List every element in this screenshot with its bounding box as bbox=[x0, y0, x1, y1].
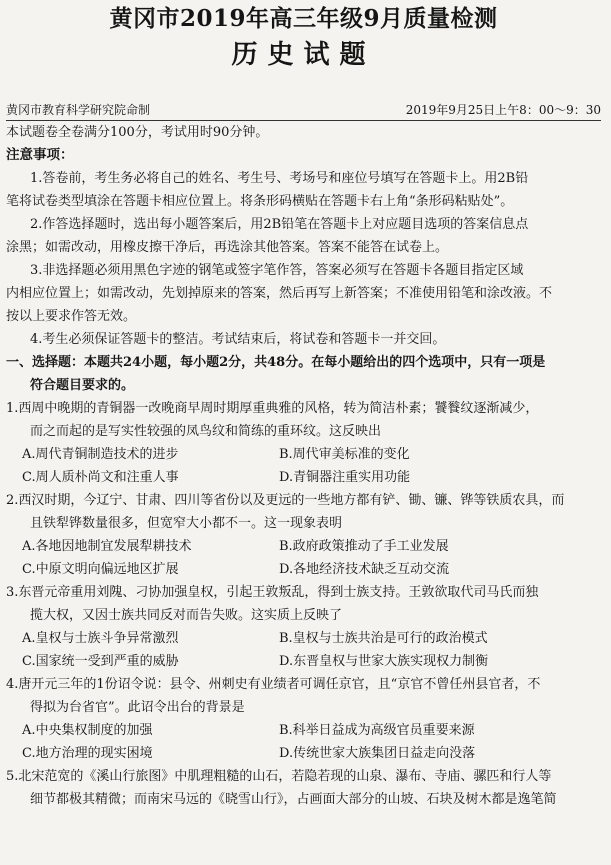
notice-line: 笔将试卷类型填涂在答题卡相应位置上。将条形码横贴在答题卡右上角“条形码粘贴处”。 bbox=[6, 194, 514, 209]
option-c: C.中原文明向偏远地区扩展 bbox=[22, 562, 179, 577]
section-heading-cont: 符合题目要求的。 bbox=[30, 378, 135, 393]
option-row bbox=[6, 558, 601, 581]
option-row bbox=[6, 535, 601, 558]
option-row bbox=[6, 466, 601, 489]
option-row bbox=[6, 650, 601, 673]
option-c: C.国家统一受到严重的威胁 bbox=[22, 654, 179, 669]
option-b: B.周代审美标准的变化 bbox=[279, 447, 410, 462]
option-b: B.皇权与士族共治是可行的政治模式 bbox=[279, 631, 488, 646]
option-c: C.地方治理的现实困境 bbox=[22, 746, 153, 761]
option-d: D.传统世家大族集团日益走向没落 bbox=[279, 746, 476, 761]
question-stem: 而之而起的是写实性较强的凤鸟纹和简练的重环纹。这反映出 bbox=[30, 424, 382, 439]
notice-line: 涂黑；如需改动，用橡皮擦干净后，再选涂其他答案。答案不能答在试卷上。 bbox=[6, 240, 449, 255]
question-stem: 细节都极其精微；而南宋马远的《晓雪山行》，占画面大部分的山坡、石块及树木都是逸笔简 bbox=[30, 792, 557, 807]
question-stem: 1.西周中晚期的青铜器一改晚商早周时期厚重典雅的风格，转为简洁朴素；饕餮纹逐渐减少， bbox=[6, 401, 539, 416]
option-b: B.科举日益成为高级官员重要来源 bbox=[279, 723, 475, 738]
question-stem: 2.西汉时期，今辽宁、甘肃、四川等省份以及更远的一些地方都有铲、锄、镰、铧等铁质农具，而 bbox=[6, 493, 565, 508]
notice-line: 4.考生必须保证答题卡的整洁。考试结束后，将试卷和答题卡一并交回。 bbox=[30, 332, 446, 347]
option-row bbox=[6, 719, 601, 742]
question-stem: 得拟为台省官”。此诏令出台的背景是 bbox=[30, 700, 245, 715]
exam-datetime: 2019年9月25日上午8：00～9：30 bbox=[405, 103, 601, 117]
option-row bbox=[6, 627, 601, 650]
question-stem: 揽大权，又因士族共同反对而告失败。这实质上反映了 bbox=[30, 608, 343, 623]
option-d: D.青铜器注重实用功能 bbox=[279, 470, 411, 485]
option-row bbox=[6, 443, 601, 466]
option-c: C.周人质朴尚文和注重人事 bbox=[22, 470, 179, 485]
option-d: D.东晋皇权与世家大族实现权力制衡 bbox=[279, 654, 489, 669]
intro-text: 本试题卷全卷满分100分，考试用时90分钟。 bbox=[6, 125, 269, 140]
question-stem: 4.唐开元三年的1份诏令说：县令、州刺史有业绩者可调任京官，且“京官不曾任州县官者，不 bbox=[6, 677, 541, 692]
option-a: A.皇权与士族斗争异常激烈 bbox=[22, 631, 179, 646]
option-b: B.政府政策推动了手工业发展 bbox=[279, 539, 449, 554]
notice-line: 2.作答选择题时，选出每小题答案后，用2B铅笔在答题卡上对应题目选项的答案信息点 bbox=[30, 217, 529, 232]
option-d: D.各地经济技术缺乏互动交流 bbox=[279, 562, 450, 577]
exam-title: 黄冈市2019年高三年级9月质量检测 bbox=[109, 5, 498, 32]
notice-line: 1.答卷前，考生务必将自己的姓名、考生号、考场号和座位号填写在答题卡上。用2B铅 bbox=[30, 171, 529, 186]
option-a: A.各地因地制宜发展犁耕技术 bbox=[22, 539, 192, 554]
option-row bbox=[6, 742, 601, 765]
question-stem: 5.北宋范宽的《溪山行旅图》中肌理粗糙的山石，若隐若现的山泉、瀑布、寺庙、骡匹和行人等 bbox=[6, 769, 552, 784]
author-label: 黄冈市教育科学研究院命制 bbox=[6, 103, 151, 117]
question-stem: 3.东晋元帝重用刘隗、刁协加强皇权，引起王敦叛乱，得到士族支持。王敦欲取代司马氏而独 bbox=[6, 585, 539, 600]
question-stem: 且铁犁铧数量很多，但宽窄大小都不一。这一现象表明 bbox=[30, 516, 343, 531]
notice-line: 3.非选择题必须用黑色字迹的钢笔或签字笔作答，答案必须写在答题卡各题目指定区域 bbox=[30, 263, 524, 278]
section-heading: 一、选择题：本题共24小题，每小题2分，共48分。在每小题给出的四个选项中，只有一项是 bbox=[6, 355, 546, 370]
notice-line: 内相应位置上；如需改动，先划掉原来的答案，然后再写上新答案；不准使用铅笔和涂改液。不 bbox=[6, 286, 553, 301]
notice-title: 注意事项： bbox=[6, 147, 74, 163]
option-a: A.周代青铜制造技术的进步 bbox=[22, 447, 179, 462]
notice-line: 按以上要求作答无效。 bbox=[6, 309, 137, 324]
info-bar bbox=[6, 102, 601, 121]
exam-subtitle: 历史试题 bbox=[231, 40, 376, 70]
option-a: A.中央集权制度的加强 bbox=[22, 723, 153, 738]
